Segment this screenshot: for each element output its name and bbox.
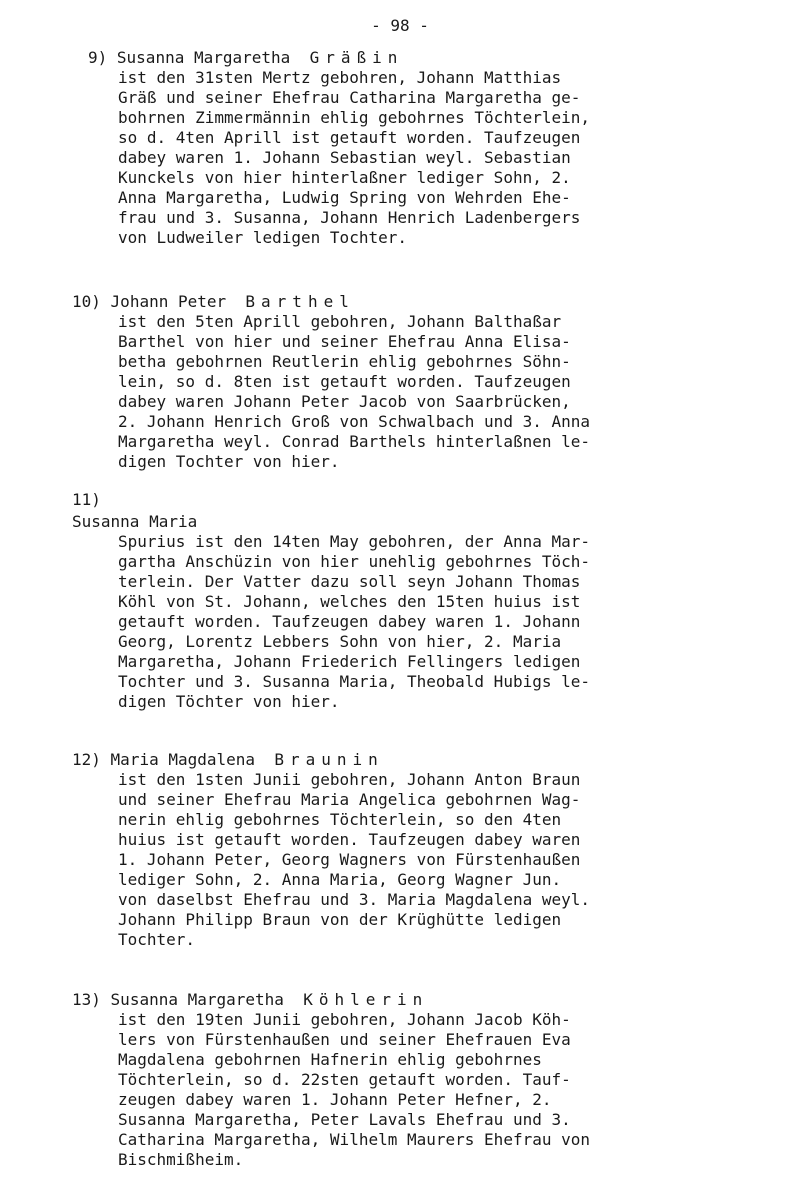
entry-number: 10) — [72, 292, 101, 311]
entry-line: Tochter und 3. Susanna Maria, Theobald Hubigs le- — [118, 672, 591, 691]
entry-line: von Ludweiler ledigen Tochter. — [118, 228, 407, 247]
entry-heading — [72, 990, 428, 1010]
entry-heading — [72, 750, 384, 770]
entry-line: ist den 31sten Mertz gebohren, Johann Matthias — [118, 68, 562, 87]
entry-given-names: Johann Peter — [110, 292, 227, 311]
entry-line: betha gebohrnen Reutlerin ehlig gebohrnes Söhn- — [118, 352, 571, 371]
entry-line: Bischmißheim. — [118, 1150, 244, 1169]
entry-line: frau und 3. Susanna, Johann Henrich Ladenbergers — [118, 208, 581, 227]
entry-given-names: Susanna Margaretha — [110, 990, 284, 1009]
entry-line: Georg, Lorentz Lebbers Sohn von hier, 2. Maria — [118, 632, 562, 651]
entry-heading — [88, 48, 403, 68]
page-number: - 98 - — [371, 16, 429, 35]
entry-line: dabey waren 1. Johann Sebastian weyl. Sebastian — [118, 148, 571, 167]
entry-surname: Braunin — [274, 750, 384, 769]
entry-line: Catharina Margaretha, Wilhelm Maurers Ehefrau von — [118, 1130, 591, 1149]
entry-line: Anna Margaretha, Ludwig Spring von Wehrden Ehe- — [118, 188, 571, 207]
entry-line: dabey waren Johann Peter Jacob von Saarbrücken, — [118, 392, 571, 411]
entry-number: 11) — [72, 490, 101, 509]
entry-line: ist den 5ten Aprill gebohren, Johann Balthaßar — [118, 312, 562, 331]
entry-line: terlein. Der Vatter dazu soll seyn Johann Thomas — [118, 572, 581, 591]
entry-line: ist den 19ten Junii gebohren, Johann Jacob Köh- — [118, 1010, 571, 1029]
entry-number: 9) — [88, 48, 108, 67]
entry-line: lediger Sohn, 2. Anna Maria, Georg Wagner Jun. — [118, 870, 562, 889]
entry-line: von daselbst Ehefrau und 3. Maria Magdalena weyl. — [118, 890, 591, 909]
entry-number: 13) — [72, 990, 101, 1009]
entry-line: getauft worden. Taufzeugen dabey waren 1. Johann — [118, 612, 581, 631]
entry-surname: Barthel — [245, 292, 355, 311]
entry-line: zeugen dabey waren 1. Johann Peter Hefner, 2. — [118, 1090, 552, 1109]
entry-line: 1. Johann Peter, Georg Wagners von Fürstenhaußen — [118, 850, 581, 869]
entry-line: so d. 4ten Aprill ist getauft worden. Taufzeugen — [118, 128, 581, 147]
entry-line: bohrnen Zimmermännin ehlig gebohrnes Töchterlein, — [118, 108, 591, 127]
entry-line: Spurius ist den 14ten May gebohren, der Anna Mar- — [118, 532, 591, 551]
entry-line: und seiner Ehefrau Maria Angelica gebohrnen Wag- — [118, 790, 581, 809]
entry-line: Kunckels von hier hinterlaßner lediger Sohn, 2. — [118, 168, 571, 187]
entry-surname: Gräßin — [309, 48, 404, 67]
entry-line: Johann Philipp Braun von der Krüghütte ledigen — [118, 910, 562, 929]
entry-line: digen Töchter von hier. — [118, 692, 340, 711]
entry-line: Barthel von hier und seiner Ehefrau Anna Elisa- — [118, 332, 571, 351]
entry-line: ist den 1sten Junii gebohren, Johann Anton Braun — [118, 770, 581, 789]
entry-text — [118, 532, 590, 712]
entry-line: Gräß und seiner Ehefrau Catharina Margaretha ge- — [118, 88, 581, 107]
entry-given-names: Maria Magdalena — [110, 750, 256, 769]
entry-line: 2. Johann Henrich Groß von Schwalbach und 3. Anna — [118, 412, 591, 431]
entry-surname: Köhlerin — [303, 990, 429, 1009]
entry-line: lers von Fürstenhaußen und seiner Ehefrauen Eva — [118, 1030, 571, 1049]
entry-line: Margaretha, Johann Friederich Fellingers ledigen — [118, 652, 581, 671]
entry-line: Tochter. — [118, 930, 196, 949]
entry-number-line — [72, 490, 101, 510]
entry-text — [118, 68, 590, 248]
entry-text — [118, 312, 590, 472]
entry-line: Margaretha weyl. Conrad Barthels hinterlaßnen le- — [118, 432, 591, 451]
entry-line: lein, so d. 8ten ist getauft worden. Taufzeugen — [118, 372, 571, 391]
entry-line: gartha Anschüzin von hier unehlig gebohrnes Töch- — [118, 552, 591, 571]
entry-given-names: Susanna Maria — [72, 512, 198, 531]
entry-line: digen Tochter von hier. — [118, 452, 340, 471]
entry-text — [118, 1010, 590, 1170]
entry-given-names: Susanna Margaretha — [116, 48, 291, 67]
entry-heading — [72, 292, 355, 312]
entry-line: Susanna Margaretha, Peter Lavals Ehefrau und 3. — [118, 1110, 571, 1129]
entry-line: Magdalena gebohrnen Hafnerin ehlig gebohrnes — [118, 1050, 542, 1069]
entry-line: huius ist getauft worden. Taufzeugen dabey waren — [118, 830, 581, 849]
entry-heading — [72, 512, 197, 532]
entry-number: 12) — [72, 750, 101, 769]
entry-line: Köhl von St. Johann, welches den 15ten huius ist — [118, 592, 581, 611]
entry-line: nerin ehlig gebohrnes Töchterlein, so den 4ten — [118, 810, 562, 829]
entry-line: Töchterlein, so d. 22sten getauft worden. Tauf- — [118, 1070, 571, 1089]
entry-text — [118, 770, 590, 950]
